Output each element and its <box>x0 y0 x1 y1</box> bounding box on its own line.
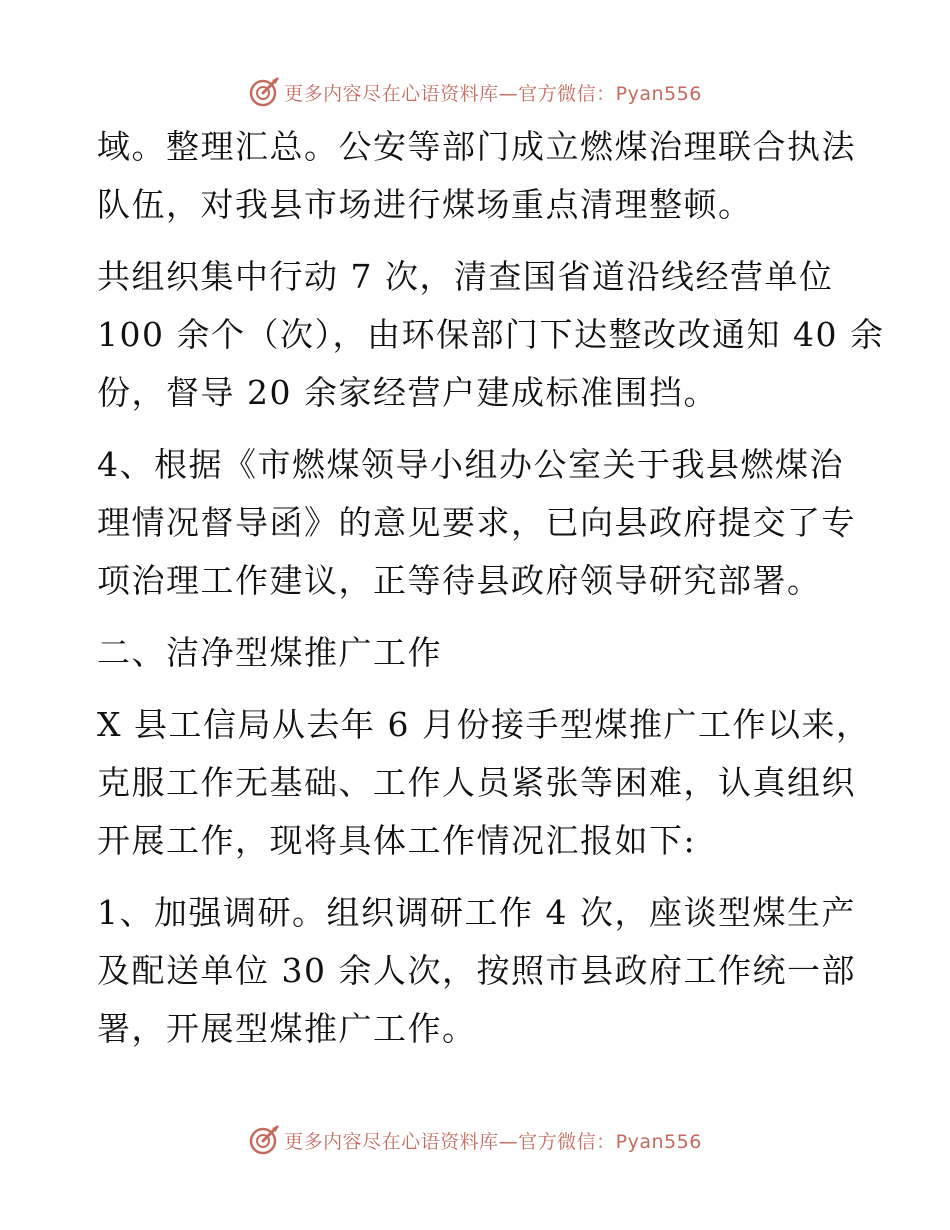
text-line: 及配送单位 30 余人次，按照市县政府工作统一部 <box>97 951 856 990</box>
text-line: 共组织集中行动 7 次，清查国省道沿线经营单位 <box>97 257 834 296</box>
watermark-text: 更多内容尽在心语资料库—官方微信：Pyan556 <box>284 1130 702 1153</box>
footer-watermark <box>0 1120 950 1160</box>
paragraph-4 <box>97 696 871 870</box>
text-line: 项治理工作建议，正等待县政府领导研究部署。 <box>97 561 822 600</box>
text-line: 克服工作无基础、工作人员紧张等困难，认真组织 <box>97 763 856 802</box>
paragraph-3 <box>97 436 867 610</box>
text-line: 1、加强调研。组织调研工作 4 次，座谈型煤生产 <box>97 893 856 932</box>
text-line: 署，开展型煤推广工作。 <box>97 1009 477 1048</box>
text-line: 份，督导 20 余家经营户建成标准围挡。 <box>97 373 718 412</box>
header-watermark <box>0 72 950 112</box>
quill-seal-icon <box>248 1124 280 1156</box>
paragraph-1 <box>97 118 867 234</box>
text-line: 域。整理汇总。公安等部门成立燃煤治理联合执法 <box>97 127 856 166</box>
heading-line: 二、洁净型煤推广工作 <box>97 633 442 672</box>
quill-seal-icon <box>248 76 280 108</box>
paragraph-5 <box>97 884 867 1058</box>
text-line: 队伍，对我县市场进行煤场重点清理整顿。 <box>97 185 753 224</box>
watermark-text: 更多内容尽在心语资料库—官方微信：Pyan556 <box>284 82 702 105</box>
text-line: 理情况督导函》的意见要求，已向县政府提交了专 <box>97 503 856 542</box>
text-line: X 县工信局从去年 6 月份接手型煤推广工作以来， <box>97 705 871 744</box>
text-line: 开展工作，现将具体工作情况汇报如下: <box>97 821 697 860</box>
text-line: 100 余个（次），由环保部门下达整改改通知 40 余 <box>97 315 885 354</box>
paragraph-2 <box>97 248 885 422</box>
text-line: 4、根据《市燃煤领导小组办公室关于我县燃煤治 <box>97 445 844 484</box>
document-body <box>97 118 885 1072</box>
section-heading <box>97 624 867 682</box>
